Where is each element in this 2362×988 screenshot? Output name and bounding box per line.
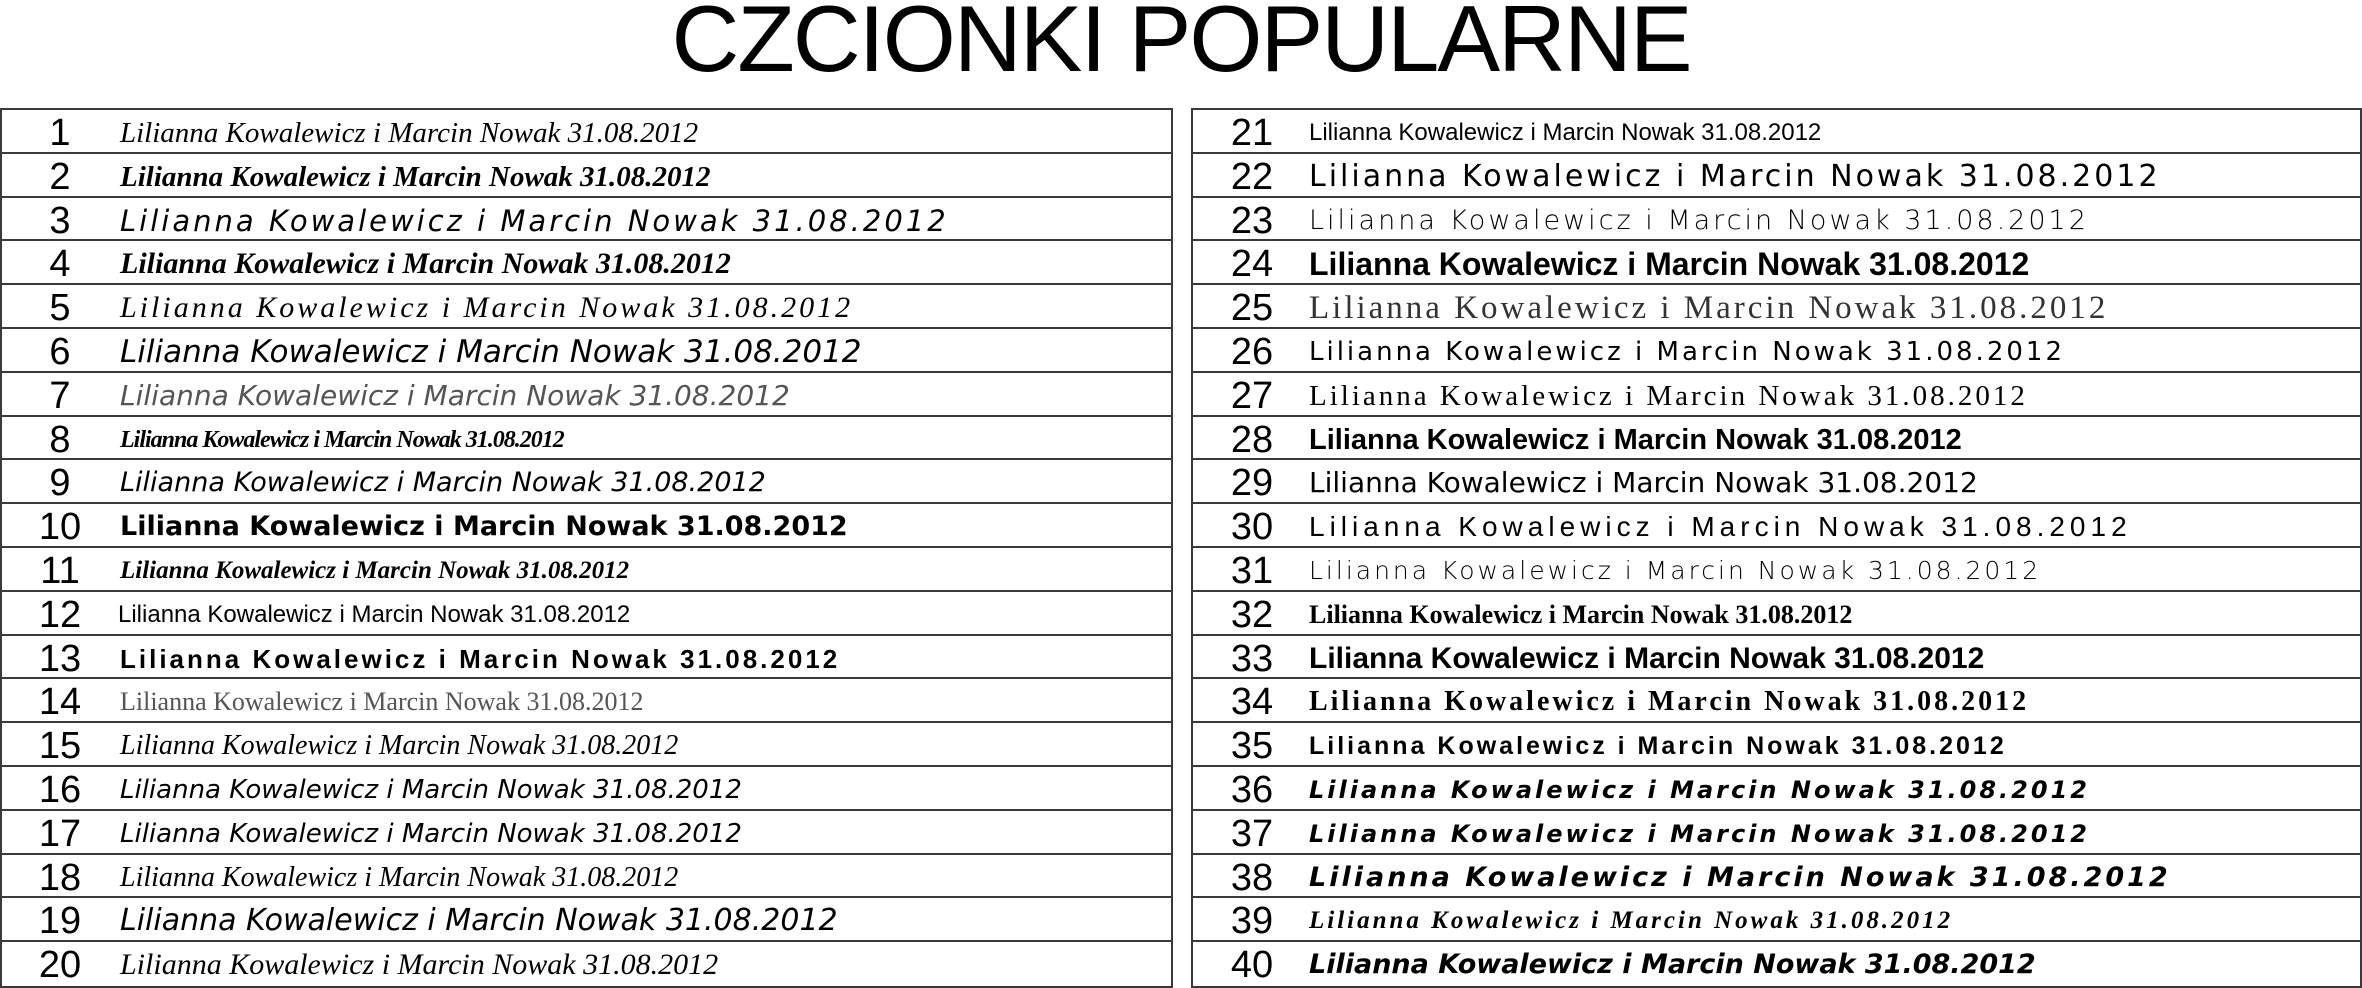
font-row [1193, 329, 2360, 373]
font-sample: Lilianna Kowalewicz i Marcin Nowak 31.08.2012 [120, 247, 731, 281]
font-number: 2 [49, 155, 71, 198]
font-number: 25 [1230, 287, 1274, 329]
font-sample: Lilianna Kowalewicz i Marcin Nowak 31.08.2012 [1309, 949, 2036, 981]
font-row [2, 110, 1171, 154]
font-sample: Lilianna Kowalewicz i Marcin Nowak 31.08.2012 [1309, 466, 1978, 500]
font-sample: Lilianna Kowalewicz i Marcin Nowak 31.08.2012 [120, 511, 848, 543]
font-sample: Lilianna Kowalewicz i Marcin Nowak 31.08.2012 [120, 903, 838, 939]
font-sample: Lilianna Kowalewicz i Marcin Nowak 31.08.2012 [1309, 379, 2028, 412]
font-number: 21 [1230, 112, 1274, 154]
font-sample: Lilianna Kowalewicz i Marcin Nowak 31.08.2012 [120, 948, 719, 982]
font-row [1193, 942, 2360, 986]
font-row [1193, 679, 2360, 723]
font-number: 24 [1230, 243, 1274, 286]
font-row [2, 154, 1171, 198]
font-row [2, 548, 1171, 592]
font-row [2, 898, 1171, 942]
font-sample: Lilianna Kowalewicz i Marcin Nowak 31.08.2012 [120, 378, 790, 412]
font-row [2, 636, 1171, 680]
font-sample: Lilianna Kowalewicz i Marcin Nowak 31.08.2012 [1309, 290, 2109, 327]
font-sample: Lilianna Kowalewicz i Marcin Nowak 31.08.2012 [120, 467, 766, 499]
font-sample: Lilianna Kowalewicz i Marcin Nowak 31.08.2012 [120, 730, 679, 762]
font-sample: Lilianna Kowalewicz i Marcin Nowak 31.08.2012 [1309, 119, 1822, 146]
font-number: 20 [38, 944, 82, 986]
font-row [1193, 723, 2360, 767]
font-sample: Lilianna Kowalewicz i Marcin Nowak 31.08.2012 [120, 333, 862, 370]
font-number: 30 [1230, 506, 1274, 548]
font-row [2, 241, 1171, 285]
font-sample: Lilianna Kowalewicz i Marcin Nowak 31.08.2012 [120, 861, 679, 893]
font-row [2, 811, 1171, 855]
font-row [1193, 198, 2360, 242]
font-number: 6 [49, 330, 71, 373]
font-number: 40 [1230, 944, 1274, 986]
font-number: 29 [1230, 462, 1274, 505]
font-number: 7 [49, 374, 71, 417]
font-number: 9 [49, 462, 71, 505]
font-list-left [0, 108, 1173, 988]
font-row [2, 198, 1171, 242]
font-number: 13 [38, 637, 82, 680]
font-sample: Lilianna Kowalewicz i Marcin Nowak 31.08.2012 [1309, 732, 2007, 761]
font-row [2, 504, 1171, 548]
font-row [1193, 855, 2360, 899]
font-list-right [1191, 108, 2362, 988]
font-number: 8 [49, 418, 71, 461]
font-sample: Lilianna Kowalewicz i Marcin Nowak 31.08.2012 [120, 291, 854, 325]
font-row [1193, 417, 2360, 461]
font-row [2, 417, 1171, 461]
font-sample: Lilianna Kowalewicz i Marcin Nowak 31.08.2012 [120, 160, 711, 193]
font-sample: Lilianna Kowalewicz i Marcin Nowak 31.08.2012 [120, 426, 564, 453]
font-sample: Lilianna Kowalewicz i Marcin Nowak 31.08.2012 [1309, 423, 1962, 456]
font-row [2, 285, 1171, 329]
font-sample: Lilianna Kowalewicz i Marcin Nowak 31.08.2012 [1309, 686, 2030, 718]
font-sample: Lilianna Kowalewicz i Marcin Nowak 31.08.2012 [120, 556, 630, 584]
font-number: 14 [38, 681, 82, 724]
font-row [2, 329, 1171, 373]
font-number: 11 [40, 549, 80, 592]
font-row [2, 723, 1171, 767]
font-number: 10 [38, 506, 82, 548]
font-sample: Lilianna Kowalewicz i Marcin Nowak 31.08.2012 [1309, 819, 2090, 848]
font-number: 33 [1230, 637, 1274, 680]
font-number: 1 [49, 112, 71, 154]
font-number: 23 [1230, 199, 1274, 242]
font-number: 4 [49, 243, 71, 286]
font-sample: Lilianna Kowalewicz i Marcin Nowak 31.08.2012 [120, 643, 841, 674]
font-row [2, 373, 1171, 417]
font-sample: Lilianna Kowalewicz i Marcin Nowak 31.08.2012 [1309, 336, 2065, 367]
font-sample: Lilianna Kowalewicz i Marcin Nowak 31.08.2012 [1309, 599, 1853, 629]
font-number: 22 [1230, 155, 1274, 198]
font-row [1193, 592, 2360, 636]
font-number: 5 [49, 287, 71, 329]
font-sample: Lilianna Kowalewicz i Marcin Nowak 31.08.2012 [1309, 204, 2089, 236]
font-row [1193, 636, 2360, 680]
font-row [1193, 154, 2360, 198]
page-title: CZCIONKI POPULARNE [671, 0, 1691, 91]
font-sample: Lilianna Kowalewicz i Marcin Nowak 31.08.2012 [1309, 158, 2161, 194]
font-number: 38 [1230, 856, 1274, 899]
font-number: 34 [1230, 681, 1274, 724]
font-sample: Lilianna Kowalewicz i Marcin Nowak 31.08.2012 [1309, 246, 2030, 283]
font-number: 37 [1230, 812, 1274, 855]
font-sample: Lilianna Kowalewicz i Marcin Nowak 31.08.2012 [1309, 775, 2090, 804]
font-row [2, 942, 1171, 986]
font-row [2, 855, 1171, 899]
font-number: 26 [1230, 330, 1274, 373]
font-row [2, 592, 1171, 636]
font-sample: Lilianna Kowalewicz i Marcin Nowak 31.08.2012 [1309, 555, 2042, 585]
font-number: 12 [38, 593, 82, 636]
font-number: 28 [1230, 418, 1274, 461]
font-sample: Lilianna Kowalewicz i Marcin Nowak 31.08.2012 [1309, 641, 1985, 675]
font-number: 3 [49, 199, 71, 242]
font-row [2, 460, 1171, 504]
font-sample: Lilianna Kowalewicz i Marcin Nowak 31.08.2012 [120, 818, 742, 849]
font-row [1193, 373, 2360, 417]
font-sample: Lilianna Kowalewicz i Marcin Nowak 31.08.2012 [118, 600, 631, 628]
font-number: 18 [38, 856, 82, 899]
font-sample: Lilianna Kowalewicz i Marcin Nowak 31.08.2012 [120, 203, 949, 238]
font-number: 17 [38, 812, 82, 855]
font-number: 16 [38, 768, 82, 811]
font-sample: Lilianna Kowalewicz i Marcin Nowak 31.08.2012 [120, 774, 742, 805]
font-number: 39 [1230, 900, 1274, 943]
font-row [2, 767, 1171, 811]
font-row [1193, 504, 2360, 548]
font-row [1193, 110, 2360, 154]
font-row [1193, 767, 2360, 811]
font-number: 36 [1230, 768, 1274, 811]
font-row [1193, 285, 2360, 329]
font-number: 19 [38, 900, 82, 943]
font-row [1193, 811, 2360, 855]
font-sample: Lilianna Kowalewicz i Marcin Nowak 31.08.2012 [1309, 861, 2171, 893]
font-sample: Lilianna Kowalewicz i Marcin Nowak 31.08.2012 [1309, 907, 1954, 935]
font-sample: Lilianna Kowalewicz i Marcin Nowak 31.08.2012 [1309, 511, 2132, 543]
font-number: 27 [1230, 374, 1274, 417]
font-row [1193, 241, 2360, 285]
font-row [2, 679, 1171, 723]
font-number: 15 [38, 725, 82, 767]
font-row [1193, 460, 2360, 504]
font-sample: Lilianna Kowalewicz i Marcin Nowak 31.08.2012 [120, 117, 699, 149]
font-sample: Lilianna Kowalewicz i Marcin Nowak 31.08.2012 [120, 687, 644, 717]
font-number: 35 [1230, 725, 1274, 767]
font-row [1193, 548, 2360, 592]
font-number: 31 [1230, 549, 1274, 592]
font-number: 32 [1230, 593, 1274, 636]
font-row [1193, 898, 2360, 942]
